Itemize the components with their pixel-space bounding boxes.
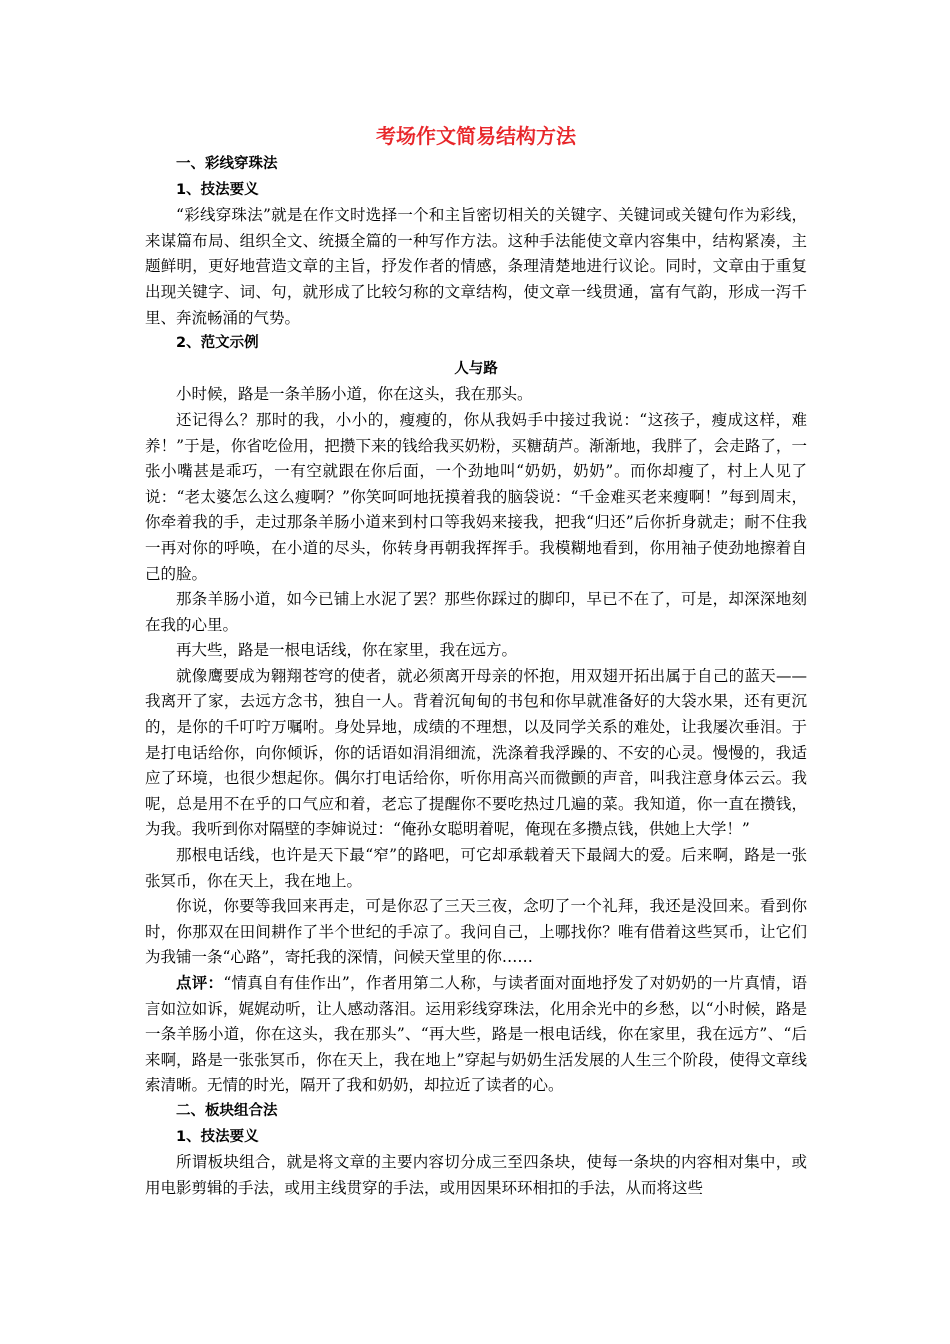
essay-paragraph: 就像鹰要成为翱翔苍穹的使者，就必须离开母亲的怀抱，用双翅开拓出属于自己的蓝天——我离开了家，去远方念书，独自一人。背着沉甸甸的书包和你早就准备好的大袋水果，还有更沉的，是你的千叮咛万嘱咐。身处异地，成绩的不理想，以及同学关系的难处，让我屡次垂泪。于是打电话给你，向你倾诉，你的话语如涓涓细流，洗涤着我浮躁的、不安的心灵。慢慢的，我适应了环境，也很少想起你。偶尔打电话给你，听你用高兴而微颤的声音，叫我注意身体云云。我呢，总是用不在乎的口气应和着，老忘了提醒你不要吃热过几遍的菜。我知道，你一直在攒钱，为我。我听到你对隔壁的李婶说过：“俺孙女聪明着呢，俺现在多攒点钱，供她上大学！” <box>145 666 807 839</box>
subsection-heading: 1、技法要义 <box>176 181 259 198</box>
essay-title: 人与路 <box>454 360 498 377</box>
paragraph: “彩线穿珠法”就是在作文时选择一个和主旨密切相关的关键字、关键词或关键句作为彩线，来谋篇布局、组织全文、统摄全篇的一种写作方法。这种手法能使文章内容集中，结构紧凑，主题鲜明，更好地营造文章的主旨，抒发作者的情感，条理清楚地进行议论。同时，文章由于重复出现关键字、词、句，就形成了比较匀称的文章结构，使文章一线贯通，富有气韵，形成一泻千里、奔流畅涌的气势。 <box>145 206 807 327</box>
document-page <box>145 120 807 1201</box>
essay-paragraph: 再大些，路是一根电话线，你在家里，我在远方。 <box>176 641 518 660</box>
subsection-heading: 2、范文示例 <box>176 335 259 352</box>
subsection-heading: 1、技法要义 <box>176 1128 259 1145</box>
comment-text: “情真自有佳作出”，作者用第二人称，与读者面对面地抒发了对奶奶的一片真情，语言如泣如诉，娓娓动听，让人感动落泪。运用彩线穿珠法，化用余光中的乡愁，以“小时候，路是一条羊肠小道，你在这头，我在那头”、“再大些，路是一根电话线，你在家里，我在远方”、“后来啊，路是一张张冥币，你在天上，我在地上”穿起与奶奶生活发展的人生三个阶段，使得文章线索清晰。无情的时光，隔开了我和奶奶，却拉近了读者的心。 <box>145 974 807 1095</box>
essay-paragraph: 那条羊肠小道，如今已铺上水泥了罢？那些你踩过的脚印，早已不在了，可是，却深深地刻在我的心里。 <box>145 590 807 634</box>
essay-paragraph: 还记得么？那时的我，小小的，瘦瘦的，你从我妈手中接过我说：“这孩子，瘦成这样，难养！”于是，你省吃俭用，把攒下来的钱给我买奶粉，买糖葫芦。渐渐地，我胖了，会走路了，一张小嘴甚是乖巧，一有空就跟在你后面，一个劲地叫“奶奶，奶奶”。而你却瘦了，村上人见了说：“老太婆怎么这么瘦啊？”你笑呵呵地抚摸着我的脑袋说：“千金难买老来瘦啊！”每到周末，你牵着我的手，走过那条羊肠小道来到村口等我妈来接我，把我“归还”后你折身就走；耐不住我一再对你的呼唤，在小道的尽头，你转身再朝我挥挥手。我模糊地看到，你用袖子使劲地擦着自己的脸。 <box>145 410 807 583</box>
comment-label: 点评： <box>176 974 224 992</box>
comment-paragraph <box>145 971 807 1099</box>
essay-paragraph: 你说，你要等我回来再走，可是你忍了三天三夜，念叨了一个礼拜，我还是没回来。看到你时，你那双在田间耕作了半个世纪的手凉了。我问自己，上哪找你？唯有借着这些冥币，让它们为我铺一条“心路”，寄托我的深情，问候天堂里的你…… <box>145 897 807 967</box>
essay-paragraph: 小时候，路是一条羊肠小道，你在这头，我在那头。 <box>176 385 533 404</box>
essay-paragraph: 那根电话线，也许是天下最“窄”的路吧，可它却承载着天下最阔大的爱。后来啊，路是一张张冥币，你在天上，我在地上。 <box>145 846 807 890</box>
section-heading: 一、彩线穿珠法 <box>176 156 278 172</box>
document-title: 考场作文简易结构方法 <box>376 124 576 148</box>
section-heading: 二、板块组合法 <box>176 1102 278 1119</box>
paragraph: 所谓板块组合，就是将文章的主要内容切分成三至四条块，使每一条块的内容相对集中，或用电影剪辑的手法，或用主线贯穿的手法，或用因果环环相扣的手法，从而将这些 <box>145 1153 807 1197</box>
